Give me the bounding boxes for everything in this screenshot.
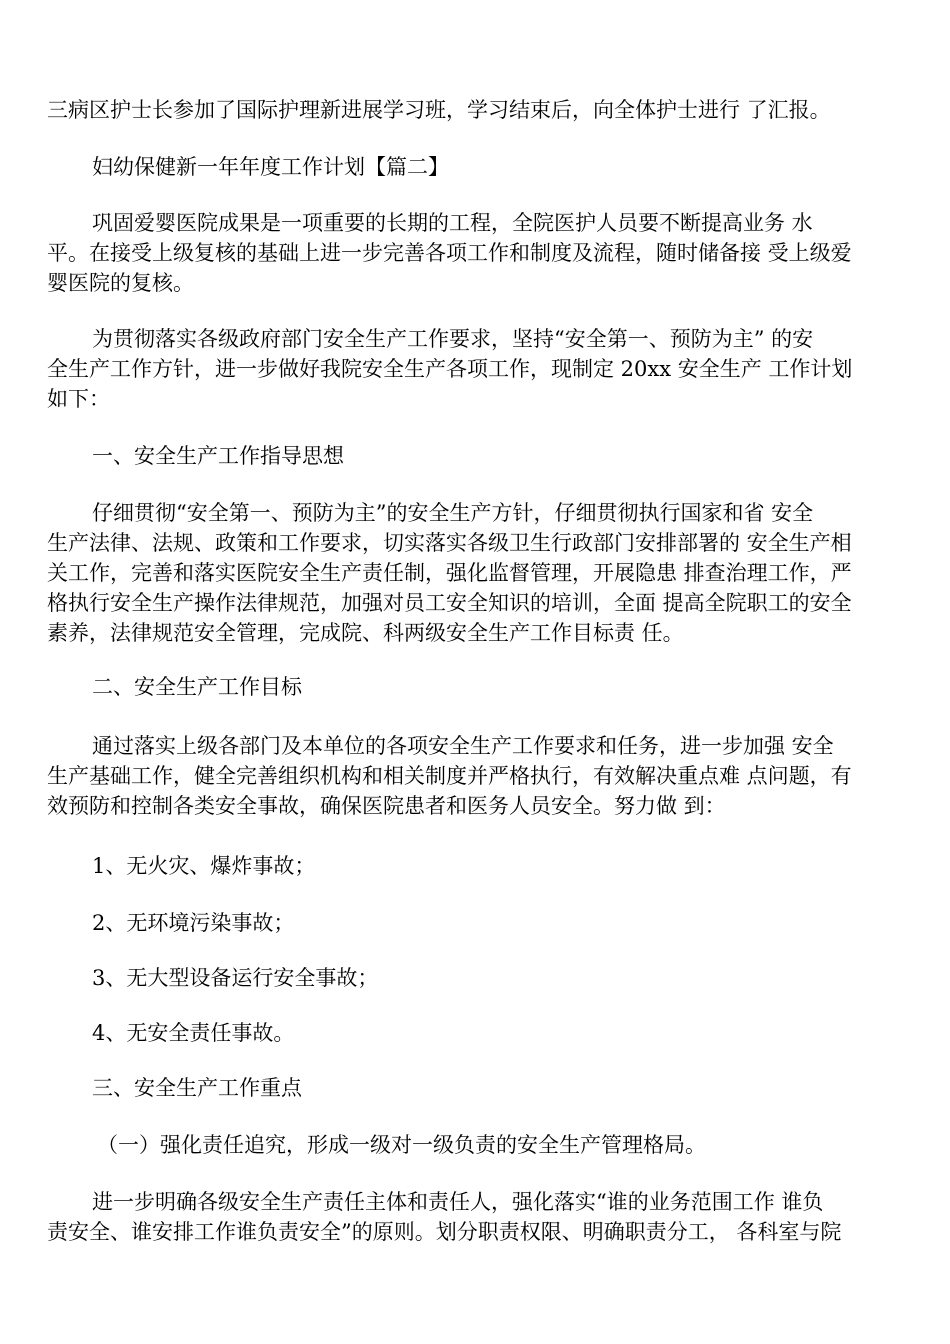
text-line: 1、无火灾、爆炸事故；	[92, 854, 316, 878]
text-line: 格执行安全生产操作法律规范，加强对员工安全知识的培训，全面 提高全院职工的安全	[47, 591, 852, 615]
paragraph-body	[47, 324, 852, 414]
paragraph-body	[47, 208, 852, 298]
text-line: （一）强化责任追究，形成一级对一级负责的安全生产管理格局。	[97, 1133, 706, 1157]
text-line: 全生产工作方针，进一步做好我院安全生产各项工作，现制定 20xx 安全生产 工作计划	[47, 357, 853, 381]
text-line: 仔细贯彻“安全第一、预防为主”的安全生产方针，仔细贯彻执行国家和省 安全	[92, 501, 814, 525]
text-line: 平。在接受上级复核的基础上进一步完善各项工作和制度及流程，随时储备接 受上级爱	[47, 241, 852, 265]
text-line: 妇幼保健新一年年度工作计划【篇二】	[92, 155, 449, 179]
text-line: 一、安全生产工作指导思想	[92, 444, 344, 468]
text-line: 责安全、谁安排工作谁负责安全”的原则。划分职责权限、明确职责分工， 各科室与院	[47, 1220, 842, 1244]
text-line: 二、安全生产工作目标	[92, 675, 302, 699]
section-heading	[92, 1073, 302, 1103]
text-line: 如下：	[47, 387, 110, 411]
text-line: 巩固爱婴医院成果是一项重要的长期的工程，全院医护人员要不断提高业务 水	[92, 211, 813, 235]
text-line: 为贯彻落实各级政府部门安全生产工作要求，坚持“安全第一、预防为主” 的安	[92, 327, 814, 351]
text-line: 三、安全生产工作重点	[92, 1076, 302, 1100]
list-item	[92, 963, 378, 993]
text-line: 效预防和控制各类安全事故，确保医院患者和医务人员安全。努力做 到：	[47, 794, 726, 818]
section-title	[92, 152, 449, 182]
section-heading	[92, 441, 344, 471]
text-line: 三病区护士长参加了国际护理新进展学习班，学习结束后，向全体护士进行 了汇报。	[47, 98, 831, 122]
list-item	[92, 908, 294, 938]
paragraph-body	[47, 731, 852, 821]
paragraph-body	[47, 1187, 841, 1247]
text-line: 素养，法律规范安全管理，完成院、科两级安全生产工作目标责 任。	[47, 621, 684, 645]
text-line: 2、无环境污染事故；	[92, 911, 295, 935]
text-line: 婴医院的复核。	[47, 271, 194, 295]
subsection-heading	[97, 1130, 706, 1160]
list-item	[92, 1018, 294, 1048]
paragraph-intro	[47, 95, 831, 125]
text-line: 3、无大型设备运行安全事故；	[92, 966, 379, 990]
text-line: 关工作，完善和落实医院安全生产责任制，强化监督管理，开展隐患 排查治理工作，严	[47, 561, 852, 585]
text-line: 通过落实上级各部门及本单位的各项安全生产工作要求和任务，进一步加强 安全	[92, 734, 834, 758]
section-heading	[92, 672, 302, 702]
text-line: 进一步明确各级安全生产责任主体和责任人，强化落实“谁的业务范围工作 谁负	[92, 1190, 824, 1214]
paragraph-body	[47, 498, 852, 648]
list-item	[92, 851, 315, 881]
text-line: 生产基础工作，健全完善组织机构和相关制度并严格执行，有效解决重点难 点问题，有	[47, 764, 852, 788]
text-line: 生产法律、法规、政策和工作要求，切实落实各级卫生行政部门安排部署的 安全生产相	[47, 531, 852, 555]
text-line: 4、无安全责任事故。	[92, 1021, 295, 1045]
